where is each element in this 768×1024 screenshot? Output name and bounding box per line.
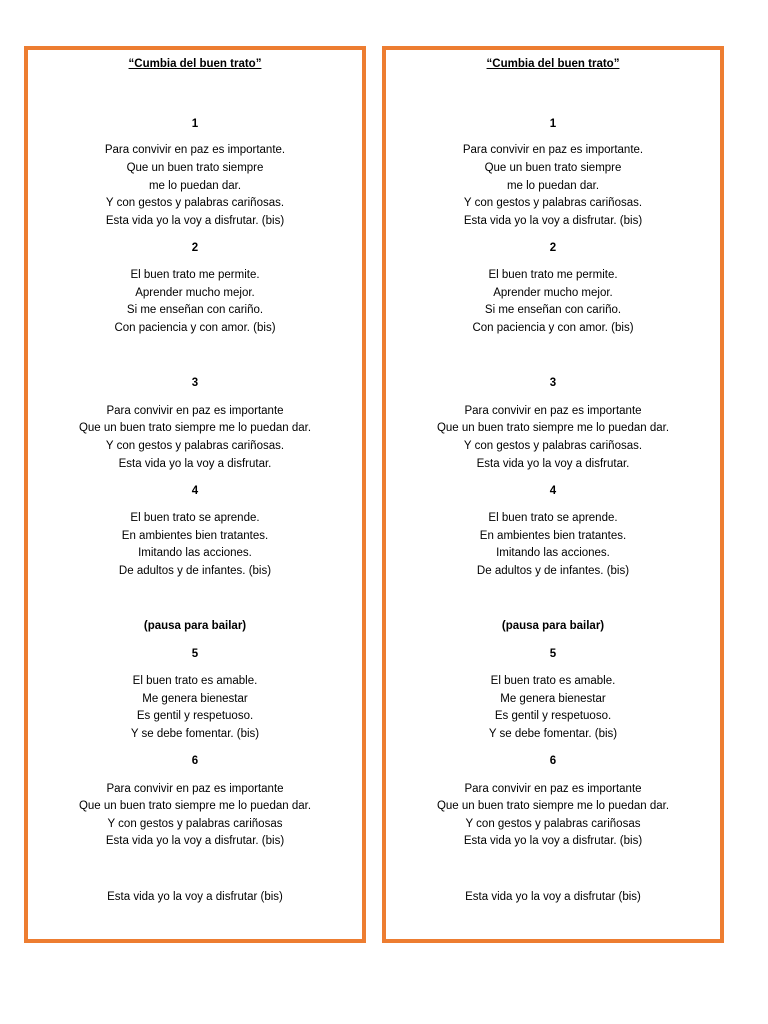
verse-number: 6 [549,755,557,767]
lyric-line: Y con gestos y palabras cariñosas. [105,197,285,209]
lyric-line: En ambientes bien tratantes. [479,530,627,542]
lyric-line: Que un buen trato siempre [126,162,264,174]
lyric-line: Esta vida yo la voy a disfrutar. (bis) [105,835,285,847]
verse-number: 3 [191,377,199,389]
lyric-line: Me genera bienestar [500,693,606,705]
lyric-line: Que un buen trato siempre me lo puedan dar. [436,422,670,434]
lyric-line: Es gentil y respetuoso. [136,710,254,722]
verse-number: 6 [191,755,199,767]
lyrics-card-right [382,46,724,943]
lyric-line: Imitando las acciones. [496,547,610,559]
lyric-line: Y se debe fomentar. (bis) [488,728,618,740]
lyric-line: Que un buen trato siempre me lo puedan dar. [436,800,670,812]
lyric-line: Y con gestos y palabras cariñosas. [105,440,285,452]
lyric-line: Y con gestos y palabras cariñosas. [463,440,643,452]
lyric-line: Con paciencia y con amor. (bis) [114,322,276,334]
lyric-line: El buen trato es amable. [490,675,616,687]
lyric-line: Aprender mucho mejor. [135,287,255,299]
verse-number: 1 [549,118,557,130]
lyric-line: Esta vida yo la voy a disfrutar. (bis) [105,215,285,227]
lyric-line: Para convivir en paz es importante. [462,144,644,156]
lyric-line: Para convivir en paz es importante [106,405,284,417]
song-title: “Cumbia del buen trato” [486,58,620,70]
lyric-line: Y se debe fomentar. (bis) [130,728,260,740]
lyric-line: me lo puedan dar. [148,180,242,192]
lyric-line: El buen trato me permite. [488,269,618,281]
verse-number: 5 [549,648,557,660]
lyric-line: Y con gestos y palabras cariñosas. [463,197,643,209]
lyric-line: Que un buen trato siempre [484,162,622,174]
lyric-line: Aprender mucho mejor. [493,287,613,299]
lyric-line: El buen trato me permite. [130,269,260,281]
lyric-line: Para convivir en paz es importante [464,783,642,795]
verse-number: 4 [549,485,557,497]
lyric-line: Esta vida yo la voy a disfrutar. (bis) [463,215,643,227]
lyric-line: Que un buen trato siempre me lo puedan dar. [78,800,312,812]
lyric-line: El buen trato es amable. [132,675,258,687]
lyric-line: Esta vida yo la voy a disfrutar. [476,458,630,470]
lyric-line: Para convivir en paz es importante [106,783,284,795]
lyric-line: Si me enseñan con cariño. [126,304,264,316]
lyric-line: De adultos y de infantes. (bis) [476,565,630,577]
verse-number: 4 [191,485,199,497]
lyric-line: Imitando las acciones. [138,547,252,559]
lyric-line: Esta vida yo la voy a disfrutar. (bis) [463,835,643,847]
verse-number: 2 [549,242,557,254]
song-title: “Cumbia del buen trato” [128,58,262,70]
lyric-line: De adultos y de infantes. (bis) [118,565,272,577]
lyric-line: me lo puedan dar. [506,180,600,192]
lyric-line: Y con gestos y palabras cariñosas [465,818,641,830]
closing-line: Esta vida yo la voy a disfrutar (bis) [107,891,283,903]
pause-note: (pausa para bailar) [143,620,247,632]
lyric-line: Para convivir en paz es importante. [104,144,286,156]
lyric-line: Me genera bienestar [142,693,248,705]
lyric-line: El buen trato se aprende. [130,512,260,524]
verse-number: 1 [191,118,199,130]
lyric-line: Esta vida yo la voy a disfrutar. [118,458,272,470]
lyric-line: Para convivir en paz es importante [464,405,642,417]
verse-number: 2 [191,242,199,254]
verse-number: 5 [191,648,199,660]
verse-number: 3 [549,377,557,389]
lyric-line: Que un buen trato siempre me lo puedan dar. [78,422,312,434]
pause-note: (pausa para bailar) [501,620,605,632]
lyric-line: Y con gestos y palabras cariñosas [107,818,283,830]
lyric-line: Es gentil y respetuoso. [494,710,612,722]
lyric-line: En ambientes bien tratantes. [121,530,269,542]
lyric-line: Si me enseñan con cariño. [484,304,622,316]
lyric-line: El buen trato se aprende. [488,512,618,524]
lyric-line: Con paciencia y con amor. (bis) [472,322,634,334]
lyrics-card-left [24,46,366,943]
closing-line: Esta vida yo la voy a disfrutar (bis) [465,891,641,903]
